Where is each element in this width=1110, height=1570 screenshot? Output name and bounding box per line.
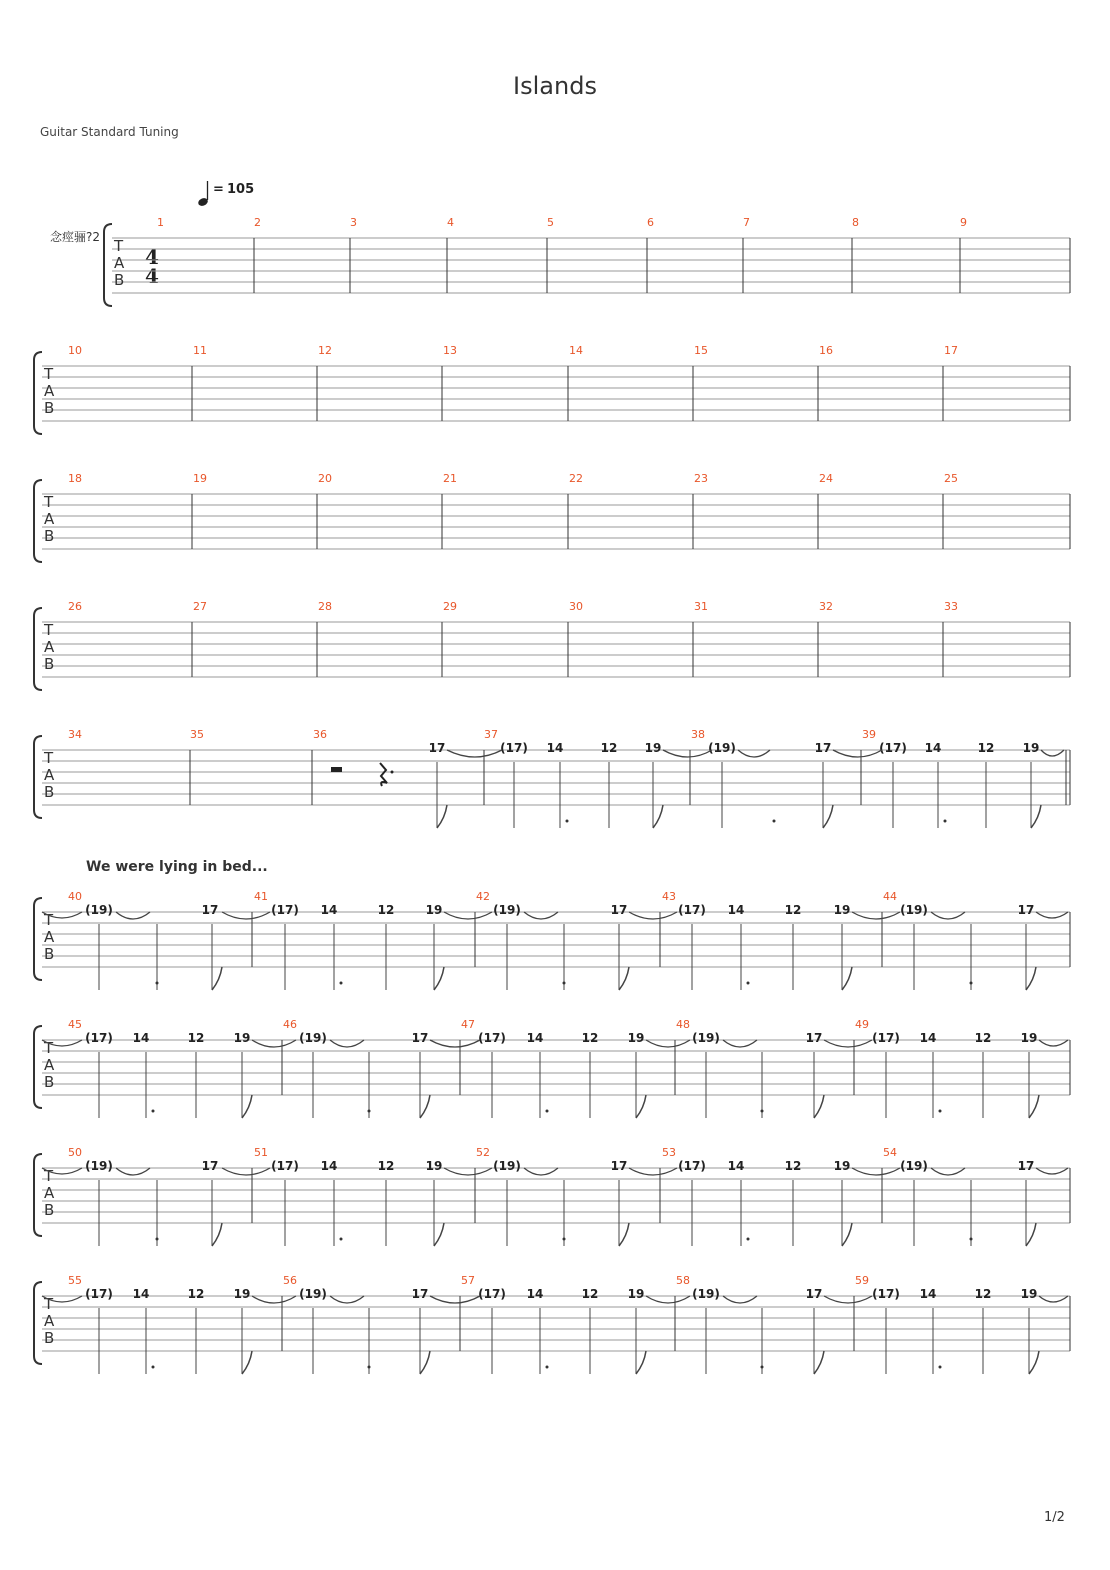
dotted-note-dots xyxy=(156,982,973,985)
fret-number: (19) xyxy=(900,1159,928,1173)
tab-system-7 xyxy=(34,1018,1070,1118)
staff-lines xyxy=(112,238,1070,293)
tab-clef-a: A xyxy=(44,928,55,946)
page-number: 1/2 xyxy=(1044,1510,1065,1525)
dotted-note-dots xyxy=(152,1366,942,1369)
measure-number: 55 xyxy=(68,1274,82,1287)
fret-number: 17 xyxy=(814,741,832,755)
measure-number: 34 xyxy=(68,728,82,741)
measure-number: 53 xyxy=(662,1146,676,1159)
measure-number: 5 xyxy=(547,216,554,229)
barlines xyxy=(252,912,1070,967)
fret-number: 14 xyxy=(132,1287,150,1301)
measure-number: 20 xyxy=(318,472,332,485)
measure-number: 6 xyxy=(647,216,654,229)
fret-number: (19) xyxy=(493,1159,521,1173)
system-bracket xyxy=(34,1154,42,1236)
measure-number: 14 xyxy=(569,344,583,357)
fret-number: 17 xyxy=(610,903,628,917)
tab-system-2 xyxy=(34,344,1070,434)
fret-number: 19 xyxy=(425,1159,443,1173)
measure-number: 46 xyxy=(283,1018,297,1031)
fret-number: 17 xyxy=(805,1031,823,1045)
measure-number: 59 xyxy=(855,1274,869,1287)
measure-number: 2 xyxy=(254,216,261,229)
fret-number: 17 xyxy=(411,1287,429,1301)
measure-number: 49 xyxy=(855,1018,869,1031)
time-signature-bottom: 4 xyxy=(145,264,159,288)
half-rest-icon xyxy=(331,767,342,772)
fret-number: (17) xyxy=(872,1287,900,1301)
fret-number: 17 xyxy=(428,741,446,755)
fret-number: (17) xyxy=(678,903,706,917)
fret-number: 12 xyxy=(187,1031,205,1045)
lyrics-line: We were lying in bed... xyxy=(86,859,268,875)
measure-number: 23 xyxy=(694,472,708,485)
fret-number: (17) xyxy=(271,1159,299,1173)
measure-number: 58 xyxy=(676,1274,690,1287)
measure-number: 30 xyxy=(569,600,583,613)
fret-number: 19 xyxy=(627,1031,645,1045)
fret-number: (19) xyxy=(692,1287,720,1301)
measure-number: 19 xyxy=(193,472,207,485)
note-flags xyxy=(437,805,1041,828)
tempo-value: 105 xyxy=(227,182,255,197)
fret-number: (17) xyxy=(500,741,528,755)
fret-number: (17) xyxy=(85,1287,113,1301)
fret-number: (17) xyxy=(271,903,299,917)
fret-number: (19) xyxy=(299,1287,327,1301)
tab-clef-b: B xyxy=(44,655,55,673)
barlines xyxy=(192,366,1070,421)
fret-number: (19) xyxy=(708,741,736,755)
system-bracket xyxy=(34,898,42,980)
system-bracket xyxy=(34,608,42,690)
tab-system-4 xyxy=(34,600,1070,690)
fret-number: 12 xyxy=(600,741,618,755)
measure-number: 37 xyxy=(484,728,498,741)
tab-clef-t: T xyxy=(114,237,124,255)
fret-number: (19) xyxy=(692,1031,720,1045)
tab-clef-a: A xyxy=(44,638,55,656)
fret-number: 17 xyxy=(201,903,219,917)
tuning-label: Guitar Standard Tuning xyxy=(40,125,179,139)
measure-number: 52 xyxy=(476,1146,490,1159)
measure-number: 56 xyxy=(283,1274,297,1287)
measure-number: 29 xyxy=(443,600,457,613)
tempo-marking xyxy=(197,181,254,207)
measure-number: 54 xyxy=(883,1146,897,1159)
measure-number: 47 xyxy=(461,1018,475,1031)
measure-number: 33 xyxy=(944,600,958,613)
fret-number: 17 xyxy=(411,1031,429,1045)
tab-clef-t: T xyxy=(44,911,54,929)
tab-clef-t: T xyxy=(44,1167,54,1185)
fret-number: 14 xyxy=(546,741,564,755)
staff-lines xyxy=(42,1168,1070,1223)
tab-clef-a: A xyxy=(44,1312,55,1330)
fret-number: (17) xyxy=(85,1031,113,1045)
tie-arcs xyxy=(447,750,1064,757)
tab-system-5 xyxy=(34,728,1070,828)
fret-number: 12 xyxy=(974,1287,992,1301)
tab-clef-b: B xyxy=(44,945,55,963)
staff-lines xyxy=(42,622,1070,677)
measure-number: 48 xyxy=(676,1018,690,1031)
fret-number: 19 xyxy=(833,903,851,917)
fret-number: 19 xyxy=(233,1031,251,1045)
measure-number: 11 xyxy=(193,344,207,357)
measure-number: 10 xyxy=(68,344,82,357)
measure-number: 27 xyxy=(193,600,207,613)
fret-number: 17 xyxy=(1017,1159,1035,1173)
fret-number: 17 xyxy=(201,1159,219,1173)
measure-number: 4 xyxy=(447,216,454,229)
measure-number: 28 xyxy=(318,600,332,613)
measure-number: 45 xyxy=(68,1018,82,1031)
system-bracket xyxy=(34,1282,42,1364)
fret-number: 19 xyxy=(833,1159,851,1173)
measure-number: 16 xyxy=(819,344,833,357)
fret-number: (17) xyxy=(678,1159,706,1173)
fret-number: 12 xyxy=(977,741,995,755)
fret-number: 14 xyxy=(526,1287,544,1301)
fret-number: (17) xyxy=(872,1031,900,1045)
fret-number: 14 xyxy=(320,903,338,917)
measure-number: 32 xyxy=(819,600,833,613)
fret-number: 19 xyxy=(1022,741,1040,755)
dotted-note-dots xyxy=(152,1110,942,1113)
measure-number: 25 xyxy=(944,472,958,485)
tab-clef-t: T xyxy=(44,1039,54,1057)
staff-lines xyxy=(42,912,1070,967)
note-flags xyxy=(242,1095,1039,1118)
tab-system-3 xyxy=(34,472,1070,562)
fret-number: 12 xyxy=(581,1287,599,1301)
tab-clef-b: B xyxy=(44,1329,55,1347)
measure-number: 38 xyxy=(691,728,705,741)
measure-number: 41 xyxy=(254,890,268,903)
measure-number: 35 xyxy=(190,728,204,741)
barlines xyxy=(252,1168,1070,1223)
note-flags xyxy=(212,1223,1036,1246)
fret-number: 19 xyxy=(1020,1287,1038,1301)
measure-number: 21 xyxy=(443,472,457,485)
fret-number: 19 xyxy=(627,1287,645,1301)
tab-clef-t: T xyxy=(44,621,54,639)
fret-number: 12 xyxy=(784,903,802,917)
measure-number: 7 xyxy=(743,216,750,229)
tab-clef-b: B xyxy=(44,527,55,545)
note-flags xyxy=(242,1351,1039,1374)
barlines xyxy=(282,1296,1070,1351)
tab-clef-t: T xyxy=(44,493,54,511)
measure-number: 39 xyxy=(862,728,876,741)
tab-system-1 xyxy=(104,216,1070,306)
fret-number: 17 xyxy=(1017,903,1035,917)
measure-number: 42 xyxy=(476,890,490,903)
tab-clef-t: T xyxy=(44,749,54,767)
fret-number: (17) xyxy=(478,1031,506,1045)
fret-number: 14 xyxy=(919,1031,937,1045)
fret-number: (17) xyxy=(879,741,907,755)
tab-clef-b: B xyxy=(44,1073,55,1091)
tab-system-8 xyxy=(34,1146,1070,1246)
barlines xyxy=(192,494,1070,549)
fret-number: 14 xyxy=(924,741,942,755)
barlines xyxy=(282,1040,1070,1095)
fret-number: 14 xyxy=(727,1159,745,1173)
system-bracket xyxy=(34,736,42,818)
fret-number: 12 xyxy=(187,1287,205,1301)
tab-system-9 xyxy=(34,1274,1070,1374)
staff-lines xyxy=(42,750,1070,805)
fret-number: 12 xyxy=(377,903,395,917)
barlines xyxy=(254,238,1070,293)
fret-number: (19) xyxy=(85,903,113,917)
fret-number: (19) xyxy=(900,903,928,917)
measure-number: 36 xyxy=(313,728,327,741)
tab-clef-t: T xyxy=(44,365,54,383)
staff-lines xyxy=(42,494,1070,549)
system-bracket xyxy=(34,1026,42,1108)
staff-lines xyxy=(42,366,1070,421)
dotted-note-dots xyxy=(156,1238,973,1241)
fret-number: (19) xyxy=(299,1031,327,1045)
measure-number: 40 xyxy=(68,890,82,903)
fret-number: 17 xyxy=(805,1287,823,1301)
track-name: 念痙骊?2 xyxy=(50,230,101,244)
fret-number: 19 xyxy=(233,1287,251,1301)
measure-number: 1 xyxy=(157,216,164,229)
measure-number: 15 xyxy=(694,344,708,357)
fret-number: (19) xyxy=(85,1159,113,1173)
fret-number: 12 xyxy=(377,1159,395,1173)
measure-number: 51 xyxy=(254,1146,268,1159)
measure-number: 17 xyxy=(944,344,958,357)
fret-number: (19) xyxy=(493,903,521,917)
measure-number: 43 xyxy=(662,890,676,903)
fret-number: 14 xyxy=(919,1287,937,1301)
fret-number: 14 xyxy=(132,1031,150,1045)
time-signature-top: 4 xyxy=(145,245,159,269)
system-bracket xyxy=(34,480,42,562)
tab-clef-t: T xyxy=(44,1295,54,1313)
system-bracket xyxy=(104,224,112,306)
fret-number: 12 xyxy=(784,1159,802,1173)
tab-clef-b: B xyxy=(44,399,55,417)
tab-clef-a: A xyxy=(44,766,55,784)
tab-clef-a: A xyxy=(44,510,55,528)
measure-number: 18 xyxy=(68,472,82,485)
fret-number: 19 xyxy=(1020,1031,1038,1045)
measure-number: 22 xyxy=(569,472,583,485)
quarter-rest-icon xyxy=(380,763,387,786)
measure-number: 44 xyxy=(883,890,897,903)
fret-number: 12 xyxy=(581,1031,599,1045)
tempo-equals: = xyxy=(213,182,224,197)
tab-clef-b: B xyxy=(44,783,55,801)
fret-number: 17 xyxy=(610,1159,628,1173)
measure-number: 24 xyxy=(819,472,833,485)
tab-clef-a: A xyxy=(44,1056,55,1074)
measure-number: 57 xyxy=(461,1274,475,1287)
dotted-note-dots xyxy=(566,820,947,823)
barlines xyxy=(192,622,1070,677)
measure-number: 13 xyxy=(443,344,457,357)
measure-number: 12 xyxy=(318,344,332,357)
tab-clef-a: A xyxy=(114,254,125,272)
fret-number: 14 xyxy=(526,1031,544,1045)
fret-number: 14 xyxy=(320,1159,338,1173)
tab-clef-a: A xyxy=(44,382,55,400)
fret-number: 14 xyxy=(727,903,745,917)
tab-clef-b: B xyxy=(114,271,125,289)
measure-number: 9 xyxy=(960,216,967,229)
tab-clef-a: A xyxy=(44,1184,55,1202)
measure-number: 31 xyxy=(694,600,708,613)
fret-number: 19 xyxy=(644,741,662,755)
measure-number: 3 xyxy=(350,216,357,229)
fret-number: (17) xyxy=(478,1287,506,1301)
measure-number: 26 xyxy=(68,600,82,613)
fret-number: 19 xyxy=(425,903,443,917)
song-title: Islands xyxy=(513,72,597,100)
measure-number: 8 xyxy=(852,216,859,229)
measure-number: 50 xyxy=(68,1146,82,1159)
tab-clef-b: B xyxy=(44,1201,55,1219)
rest-dot xyxy=(391,771,394,774)
tab-system-6 xyxy=(34,890,1070,990)
system-bracket xyxy=(34,352,42,434)
note-flags xyxy=(212,967,1036,990)
fret-number: 12 xyxy=(974,1031,992,1045)
